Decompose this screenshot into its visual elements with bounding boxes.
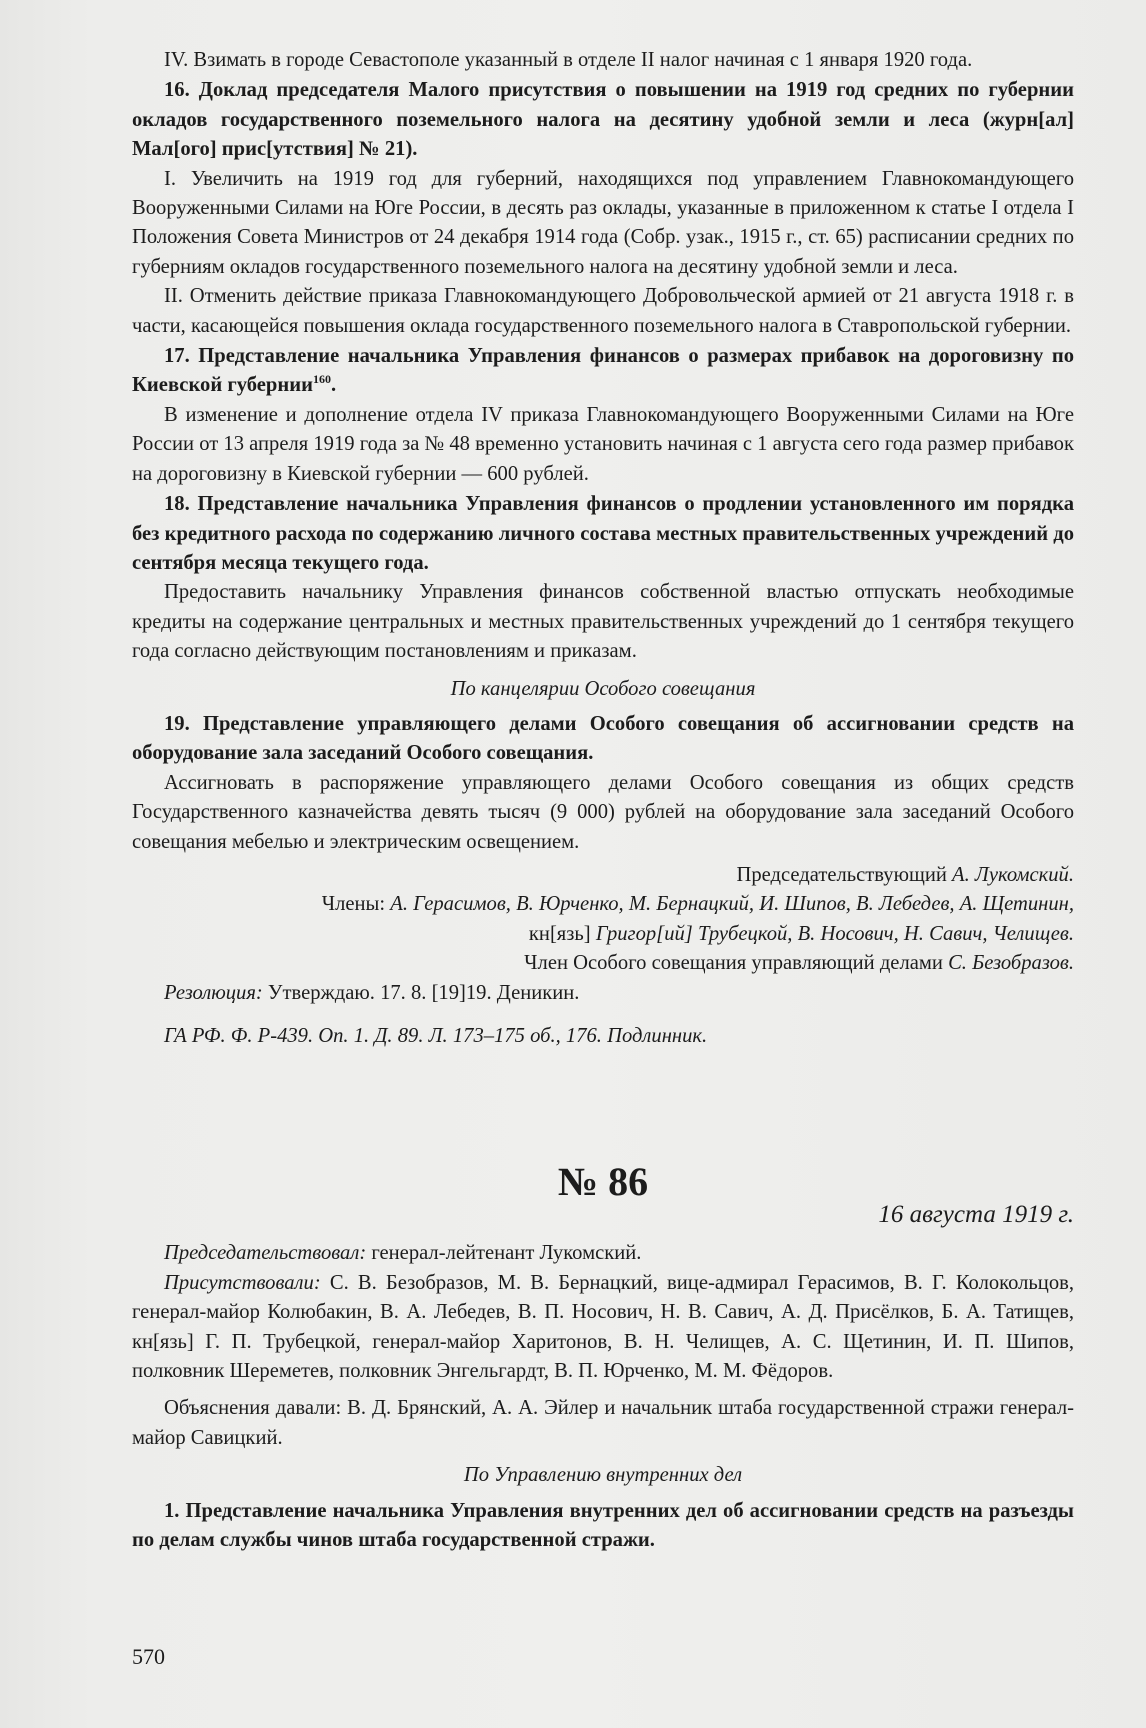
document-date: 16 августа 1919 г. [878, 1201, 1074, 1229]
presided-label: Председательствовал: [164, 1242, 367, 1265]
paragraph-18: Предоставить начальнику Управления финансов собственной властью отпускать необходимые кредиты на содержание центральных и местных правительственных учреждений до 1 сентября текущего года согласно действующим постановлениям и приказам. [132, 581, 1074, 663]
spacer [132, 1386, 1074, 1394]
resolution [132, 979, 1074, 1008]
present-label: Присутствовали: [164, 1271, 321, 1294]
paragraph-19: Ассигновать в распоряжение управляющего делами Особого совещания из общих средств Государственного казначейства девять тысяч (9 000) рублей на оборудование зала заседаний Особого совещания мебелью и электрическим освещением. [132, 771, 1074, 853]
members-names-2: Григор[ий] Трубецкой, В. Носович, Н. Савич, Челищев. [595, 922, 1074, 945]
section-chancellery: По канцелярии Особого совещания [450, 677, 756, 700]
document-number: № 86 [557, 1159, 649, 1205]
heading-item-17-text: 17. Представление начальника Управления финансов о размерах прибавок на дороговизну по Киевской губернии [132, 345, 1074, 397]
explanations: Объяснения давали: В. Д. Брянский, А. А. Эйлер и начальник штаба государственной стражи генерал-майор Савицкий. [132, 1397, 1074, 1449]
secretary-name: С. Безобразов. [948, 952, 1074, 975]
section-internal-affairs: По Управлению внутренних дел [463, 1464, 743, 1487]
members-line-1 [132, 890, 1074, 919]
chair-name: А. Лукомский. [952, 863, 1074, 886]
members-label: Члены: [321, 893, 391, 916]
heading-item-17-end: . [330, 374, 337, 397]
members-line-2 [132, 920, 1074, 949]
heading-item-19: 19. Представление управляющего делами Особого совещания об ассигновании средств на оборудование зала заседаний Особого совещания. [132, 712, 1074, 765]
heading-item-17 [132, 342, 1074, 401]
chair-signature [132, 861, 1074, 890]
presided-text: генерал-лейтенант Лукомский. [366, 1242, 642, 1265]
signatures-block [132, 861, 1074, 979]
archive-source: ГА РФ. Ф. Р-439. Оп. 1. Д. 89. Л. 173–175 об., 176. Подлинник. [164, 1025, 708, 1047]
heading-item-18: 18. Представление начальника Управления финансов о продлении установленного им порядка без кредитного расхода по содержанию личного состава местных правительственных учреждений до сентября месяца текущего года. [132, 493, 1074, 574]
members-prefix: кн[язь] [528, 922, 596, 945]
paragraph-iv: IV. Взимать в городе Севастополе указанный в отделе II налог начиная с 1 января 1920 года. [164, 49, 973, 71]
heading-item-1: 1. Представление начальника Управления внутренних дел об ассигновании средств на разъезды по делам службы чинов штаба государственной стражи. [132, 1499, 1074, 1552]
heading-item-16: 16. Доклад председателя Малого присутствия о повышении на 1919 год средних по губернии окладов государственного поземельного налога на десятину удобной земли и леса (журн[ал] Мал[ого] прис[утствия] № 21). [132, 79, 1074, 161]
secretary-label: Член Особого совещания управляющий делами [524, 952, 949, 975]
paragraph-16-i: I. Увеличить на 1919 год для губерний, находящихся под управлением Главнокомандующего Вооруженными Силами на Юге России, в десять раз оклады, указанные в приложенном к статье I отдела I Положения Совета Министров от 24 декабря 1914 года (Собр. узак., 1915 г., ст. 65) расписании средних по губерниям окладов государственного поземельного налога на десятину удобной земли и леса. [132, 167, 1074, 278]
resolution-text: Утверждаю. 17. 8. [19]19. Деникин. [262, 981, 580, 1004]
chair-label: Председательствующий [736, 863, 953, 886]
paragraph-17: В изменение и дополнение отдела IV приказа Главнокомандующего Вооруженными Силами на Юге России от 13 апреля 1919 года за № 48 временно установить начиная с 1 августа сего года размер прибавок на дороговизну в Киевской губернии — 600 рублей. [132, 403, 1074, 485]
page-number: 570 [132, 1644, 165, 1669]
members-names-1: А. Герасимов, В. Юрченко, М. Бернацкий, И. Шипов, В. Лебедев, А. Щетинин, [390, 893, 1074, 916]
present-text: С. В. Безобразов, М. В. Бернацкий, вице-адмирал Герасимов, В. Г. Колокольцов, генерал-майор Колюбакин, В. А. Лебедев, В. П. Носович, Н. В. Савич, А. Д. Присёлков, Б. А. Татищев, кн[язь] Г. П. Трубецкой, генерал-майор Харитонов, В. Н. Челищев, А. С. Щетинин, И. П. Шипов, полковник Шереметев, полковник Энгельгардт, В. П. Юрченко, М. М. Фёдоров. [132, 1271, 1074, 1383]
page-content [132, 46, 1074, 1555]
secretary-signature [132, 949, 1074, 978]
footnote-ref-160: 160 [312, 372, 331, 387]
presided [132, 1239, 1074, 1268]
paragraph-16-ii: II. Отменить действие приказа Главнокомандующего Добровольческой армией от 21 августа 1918 г. в части, касающейся повышения оклада государственного поземельного налога в Ставропольской губернии. [132, 285, 1074, 337]
present-list [132, 1269, 1074, 1387]
resolution-label: Резолюция: [164, 981, 263, 1004]
